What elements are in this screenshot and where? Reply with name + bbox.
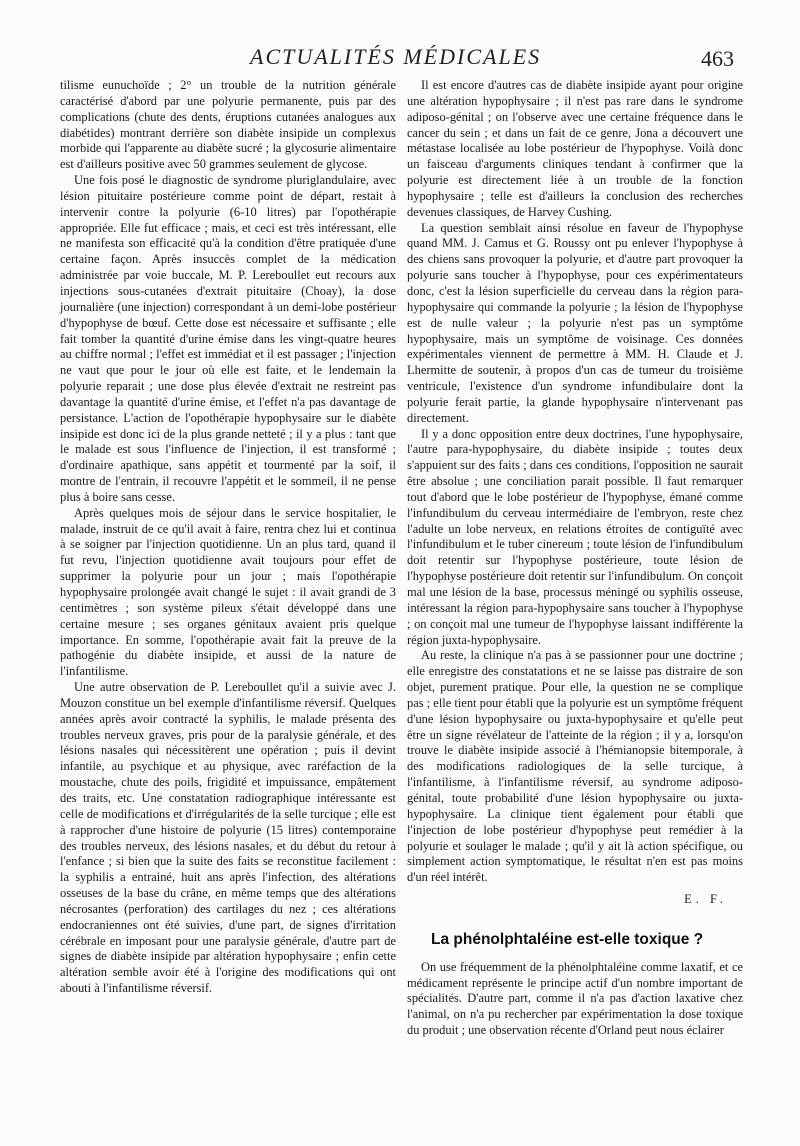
paragraph: La question semblait ainsi résolue en faveur de l'hypophyse quand MM. J. Camus et G. Roussy ont pu enlever l'hypophyse à des chiens sans provoquer la polyurie, et d'autre part provoquer la polyurie sans toucher à l'hypophyse, pour ces expérimentateurs donc, c'est la lésion superficielle du cerveau dans la région para-hypophysaire qui commande la polyurie ; la lésion de l'hypophyse est de nulle valeur ; la polyurie n'est pas un symptôme hypophysaire, mais un symptôme de voisinage. Ces données expérimentales viennent de permettre à MM. H. Claude et J. Lhermitte de soutenir, à propos d'un cas de tumeur du troisième ventricule, l'existence d'un syndrome infundibulaire dont la polyurie ferait partie, la glande hypophysaire n'intervenant pas directement.	[407, 220, 743, 425]
running-header	[0, 44, 800, 74]
paragraph: Une autre observation de P. Lereboullet qu'il a suivie avec J. Mouzon constitue un bel exemple d'infantilisme réversif. Quelques années après avoir contracté la syphilis, le malade présenta des troubles nerveux graves, pris pour de la paralysie générale, et des lésions nasales qui nécessitèrent une opération ; puis il devint infantile, au psychique et au physique, avec raréfaction de la moustache, chute des poils, frigidité et impuissance, empâtement des traits, etc. Une constatation radiographique intéressante est celle de modifications et d'irrégularités de la selle turcique ; elle est à rapprocher d'une histoire de polyurie (15 litres) contemporaine des troubles nerveux, des lésions nasales, et du début du retour à l'enfance ; si bien que la suite des faits se reconstitue facilement : la syphilis a entrainé, huit ans après l'infection, des altérations osseuses de la base du crâne, en même temps que des altérations nécrosantes (perforation) des cartilages du nez ; ces altérations endocraniennes ont été suivies, d'une part, de signes d'irritation cérébrale en imposant pour une paralysie générale, d'autre part de signes de diabète insipide par altération hypophysaire ; enfin cette altération semble avoir été à l'origine des modifications qui ont abouti à l'infantilisme réversif.	[60, 680, 396, 996]
article-title: La phénolphtaléine est-elle toxique ?	[431, 930, 704, 948]
paragraph-continued: tilisme eunuchoïde ; 2° un trouble de la nutrition générale caractérisé d'abord par une polyurie permanente, puis par des complications (chute des dents, éruptions cutanées analogues aux diabétides) montrant derrière son diabète insipide un complexus morbide qui l'apparente au diabète sucré ; la glycosurie alimentaire est d'ailleurs positive avec 50 grammes seulement de glycose.	[60, 78, 396, 172]
paragraph: Au reste, la clinique n'a pas à se passionner pour une doctrine ; elle enregistre des constatations et ne se laisse pas distraire de son objet, purement pratique. Pour elle, la question ne se complique pas ; elle tient pour établi que la polyurie est un symptôme fréquent d'une lésion hypophysaire ou juxta-hypophysaire et qu'elle peut être un signe révélateur de l'atteinte de la région ; il y a, lorsqu'on trouve le diabète insipide associé à l'hémianopsie bitemporale, à des modifications radiologiques de la selle turcique, à l'infantilisme, à l'infantilisme réversif, au syndrome adiposo-génital, toute probabilité d'une lésion hypophysaire ou juxta-hypophysaire. La clinique tient également pour établi que l'injection de lobe postérieur d'hypophyse peut remédier à la polyurie et soulager le malade ; qu'il y ait là action spécifique, ou simplement action symptomatique, le résultat n'en est pas moins d'un réel intérêt.	[407, 648, 743, 885]
paragraph: Il est encore d'autres cas de diabète insipide ayant pour origine une altération hypophysaire ; il n'est pas rare dans le syndrome adiposo-génital ; on l'observe avec une certaine fréquence dans le cancer du sein ; et dans un fait de ce genre, Jona a découvert une métastase localisée au lobe postérieur de l'hypophyse. Voilà donc un faisceau d'arguments cliniques tendant à confirmer que la polyurie est directement liée à un trouble de la fonction hypophysaire ; telle est d'ailleurs la conclusion des recherches devenues classiques, de Harvey Cushing.	[407, 78, 743, 219]
paragraph: Une fois posé le diagnostic de syndrome pluriglandulaire, avec lésion pituitaire postérieure comme point de départ, restait à intervenir contre la polyurie (6-10 litres) par l'opothérapie appropriée. Elle fut efficace ; mais, et ceci est très intéressant, elle ne manifesta son efficacité qu'à la condition d'être pratiquée d'une certaine façon. Après insuccès complet de la médication administrée par voie buccale, M. P. Lereboullet eut recours aux injections sous-cutanées d'extrait pituitaire (Choay), la dose journalière (une injection) correspondant à un demi-lobe postérieur d'hypophyse de bœuf. Cette dose est nécessaire et suffisante ; elle fait tomber la quantité d'urine émise dans les vingt-quatre heures au chiffre normal ; l'effet est immédiat et il est passager ; l'injection ne vaut que pour le jour où elle est faite, et le lendemain la polyurie reparait ; une dose plus élevée d'extrait ne restreint pas davantage la quantité d'urine émise, et l'effet n'a pas davantage de persistance. L'action de l'opothérapie hypophysaire sur le diabète insipide est donc ici de la plus grande netteté ; il y a plus : tant que le malade est sous l'influence de l'injection, il est transformé ; d'ordinaire apathique, sans appétit et tourmenté par la soif, il montre de l'entrain, il recouvre l'appétit et le sommeil, il ne pense plus à boire sans cesse.	[60, 173, 396, 504]
left-column	[60, 78, 396, 997]
paragraph: Il y a donc opposition entre deux doctrines, l'une hypophysaire, l'autre para-hypophysaire, du diabète insipide ; toutes deux s'appuient sur des faits ; dans ces conditions, l'opposition ne saurait être absolue ; une conciliation parait possible. Il faut remarquer tout d'abord que le lobe postérieur de l'hypophyse, émané comme l'infundibulum du cerveau intermédiaire de l'embryon, reste chez l'adulte un lobe nerveux, en relations étroites de contiguïté avec l'infundibulum et le tuber cinereum ; toute lésion de l'infundibulum doit retentir sur l'hypophyse postérieure, toute lésion de l'hypophyse postérieure doit retentir sur l'infundibulum. On conçoit mal une lésion de la base, processus méningé ou syphilis osseuse, intéressant la région para-hypophysaire sans toucher à l'hypophyse ; on conçoit mal une tumeur de l'hypophyse laissant indifférente la région juxta-hypophysaire.	[407, 426, 743, 647]
author-signature: E. F.	[684, 892, 727, 907]
article-paragraph: On use fréquemment de la phénolphtaléine comme laxatif, et ce médicament représente le principe actif d'un nombre important de spécialités. D'autre part, comme il n'a pas d'action laxative chez l'animal, on n'a pu rechercher par expérimentation la dose toxique du produit ; une observation récente d'Orland peut nous éclairer	[407, 959, 743, 1038]
page-number: 463	[701, 46, 734, 71]
right-column	[407, 78, 743, 1039]
running-title: ACTUALITÉS MÉDICALES	[250, 44, 542, 69]
paragraph: Après quelques mois de séjour dans le service hospitalier, le malade, instruit de ce qu'il avait à faire, rentra chez lui et continua à se soigner par l'injection quotidienne. Un an plus tard, quand il fut revu, l'injection quotidienne avait toujours pour effet de supprimer la polyurie pour un jour ; mais l'opothérapie hypophysaire prolongée avait changé le sujet : il avait grandi de 3 centimètres ; son système pileux s'était développé dans une certaine mesure ; ses organes génitaux avaient pris quelque importance. En somme, l'opothérapie avait fait la preuve de la pathogénie du diabète insipide, et aussi de la nature de l'infantilisme.	[60, 505, 396, 679]
